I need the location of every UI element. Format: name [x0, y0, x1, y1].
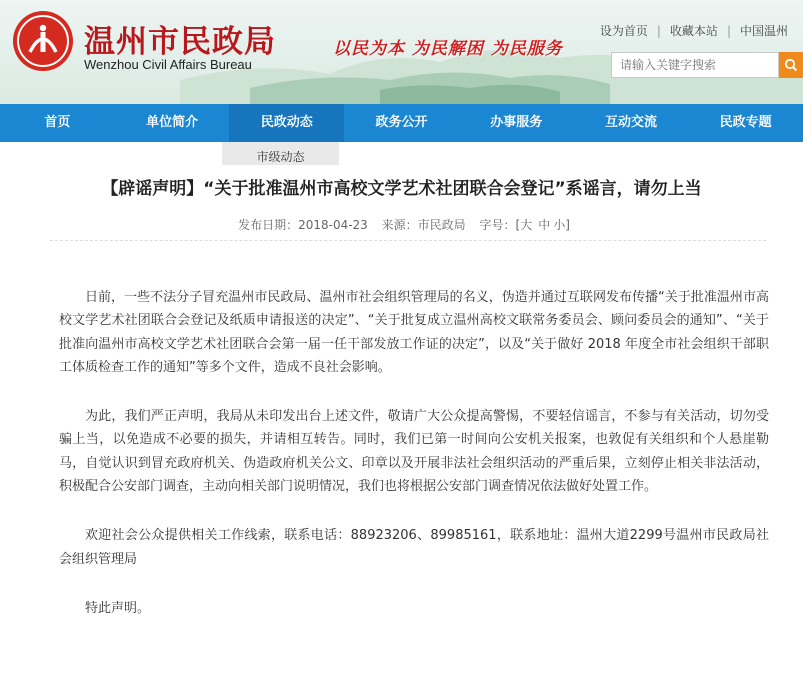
- nav-item-government-affairs[interactable]: 政务公开: [375, 115, 428, 130]
- font-size-small[interactable]: 小]: [553, 218, 570, 232]
- article-title: 【辟谣声明】“关于批准温州市高校文学艺术社团联合会登记”系谣言，请勿上当: [101, 179, 702, 199]
- article-paragraph: 日前，一些不法分子冒充温州市民政局、温州市社会组织管理局的名义，伪造并通过互联网发布传播“关于批准温州市高校文学艺术社团联合会登记及纸质申请报送的决定”、“关于批复成立温州高校文联常务委员会、顾问委员会的通知”、“关于批准向温州市高校文学艺术社团联合会第一届一任干部发放工作证的决定”，以及“关于做好 2018 年度全市社会组织干部职工体质检查工作的通知”等多个文件，造成不良社会影响。: [59, 290, 769, 375]
- nav-item-services[interactable]: 办事服务: [490, 115, 543, 130]
- publish-date-label: 发布日期：: [238, 218, 299, 232]
- top-link-bookmark[interactable]: 收藏本站: [669, 24, 718, 38]
- nav-item-interaction[interactable]: 互动交流: [604, 115, 657, 130]
- site-header: [0, 0, 803, 104]
- title-divider: [50, 240, 766, 241]
- search-input[interactable]: [611, 52, 779, 78]
- publish-date-value: 2018-04-23: [298, 218, 368, 232]
- site-slogan: 以民为本 为民解困 为民服务: [333, 39, 563, 59]
- font-size-control: [480, 218, 570, 232]
- article-paragraph: 特此声明。: [85, 600, 151, 616]
- article-meta: [0, 216, 803, 233]
- nav-item-about[interactable]: 单位简介: [146, 115, 199, 130]
- main-nav: [0, 104, 803, 142]
- publish-date: [238, 218, 368, 232]
- search-button[interactable]: [779, 52, 803, 78]
- font-size-label: 字号：: [479, 218, 516, 232]
- top-link-separator: |: [726, 24, 731, 38]
- nav-dropdown-city-news[interactable]: 市级动态: [222, 142, 339, 165]
- top-link-set-homepage[interactable]: 设为首页: [599, 24, 648, 38]
- article-source-label: 来源：: [381, 218, 418, 232]
- font-size-large[interactable]: [大: [515, 218, 533, 232]
- article-source-value: 市民政局: [417, 218, 466, 232]
- bureau-emblem-icon[interactable]: [12, 10, 74, 72]
- article-paragraph: 欢迎社会公众提供相关工作线索，联系电话：88923206、89985161，联系地址：温州大道2299号温州市民政局社会组织管理局: [59, 528, 769, 567]
- nav-item-news[interactable]: 民政动态: [229, 104, 344, 142]
- nav-item-topics[interactable]: 民政专题: [719, 115, 772, 130]
- article-paragraph: 为此，我们严正声明，我局从未印发出台上述文件，敬请广大公众提高警惕，不要轻信谣言，不参与有关活动，切勿受骗上当，以免造成不必要的损失，并请相互转告。同时，我们已第一时间向公安机关报案，也敦促有关组织和个人悬崖勒马，自觉认识到冒充政府机关、伪造政府机关公文、印章以及开展非法社会组织活动的严重后果，立刻停止相关非法活动，积极配合公安部门调查，主动向相关部门说明情况，我们也将根据公安部门调查情况依法做好处置工作。: [59, 409, 769, 495]
- site-name-en: Wenzhou Civil Affairs Bureau: [84, 57, 252, 72]
- article-body: [59, 286, 769, 646]
- search-box: [611, 52, 803, 78]
- top-links: [591, 22, 797, 39]
- top-link-china-wenzhou[interactable]: 中国温州: [739, 24, 788, 38]
- site-name[interactable]: 温州市民政局: [84, 24, 276, 60]
- font-size-medium[interactable]: 中: [538, 218, 551, 232]
- search-icon: [784, 58, 798, 72]
- nav-item-home[interactable]: 首页: [44, 115, 71, 130]
- article-source: [382, 218, 466, 232]
- top-link-separator: |: [656, 24, 661, 38]
